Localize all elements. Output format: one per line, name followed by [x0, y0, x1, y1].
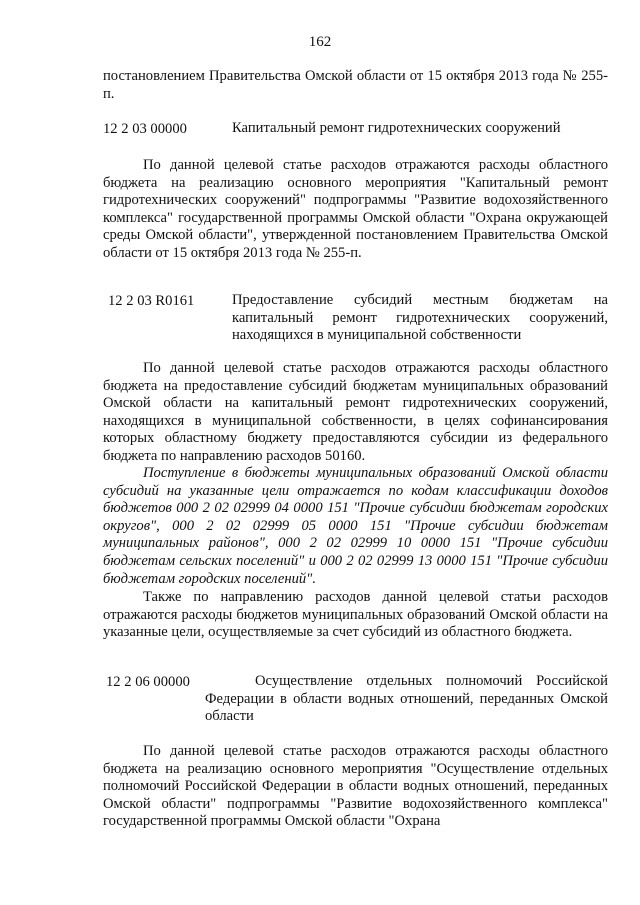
page-number: 162: [308, 34, 332, 50]
section-title-3: Осуществление отдельных полномочий Российской Федерации в области водных отношений, переданных Омской области: [205, 673, 608, 725]
section-code-1: 12 2 03 00000: [103, 121, 187, 137]
section-title-1: Капитальный ремонт гидротехнических сооружений: [232, 120, 561, 136]
paragraph-2: По данной целевой статье расходов отражаются расходы областного бюджета на предоставление субсидий бюджетам муниципальных образований Омской области на капитальный ремонт гидротехнических сооружений, находящихся в муниципальной собственности, в целях софинансирования которых областному бюджету предоставляются субсидии из федерального бюджета по направлению расходов 50160.: [103, 360, 608, 464]
paragraph-3-italic: Поступление в бюджеты муниципальных образований Омской области субсидий на указанные цели отражается по кодам классификации доходов бюджетов 000 2 02 02999 04 0000 151 "Прочие субсидии бюджетам городских округов", 000 2 02 02999 05 0000 151 "Прочие субсидии бюджетам муниципальных районов", 000 2 02 02999 10 0000 151 "Прочие субсидии бюджетам сельских поселений" и 000 2 02 02999 13 0000 151 "Прочие субсидии бюджетам городских поселений".: [103, 465, 608, 587]
section-code-2: 12 2 03 R0161: [108, 293, 195, 309]
paragraph-5: По данной целевой статье расходов отражаются расходы областного бюджета на реализацию основного мероприятия "Осуществление отдельных полномочий Российской Федерации в области водных отношений, переданных Омской области" подпрограммы "Развитие водохозяйственного комплекса" государственной программы Омской области "Охрана: [103, 743, 608, 830]
paragraph-4: Также по направлению расходов данной целевой статьи расходов отражаются расходы бюджетов муниципальных образований Омской области на указанные цели, осуществляемые за счет субсидий из областного бюджета.: [103, 589, 608, 641]
section-code-3: 12 2 06 00000: [106, 674, 190, 690]
paragraph-continuation: постановлением Правительства Омской области от 15 октября 2013 года № 255-п.: [103, 68, 608, 102]
paragraph-1: По данной целевой статье расходов отражаются расходы областного бюджета на реализацию основного мероприятия "Капитальный ремонт гидротехнических сооружений" подпрограммы "Развитие водохозяйственного комплекса" государственной программы Омской области "Охрана окружающей среды Омской области", утвержденной постановлением Правительства Омской области от 15 октября 2013 года № 255-п.: [103, 157, 608, 261]
section-title-2: Предоставление субсидий местным бюджетам на капитальный ремонт гидротехнических сооружений, находящихся в муниципальной собственности: [232, 292, 608, 344]
